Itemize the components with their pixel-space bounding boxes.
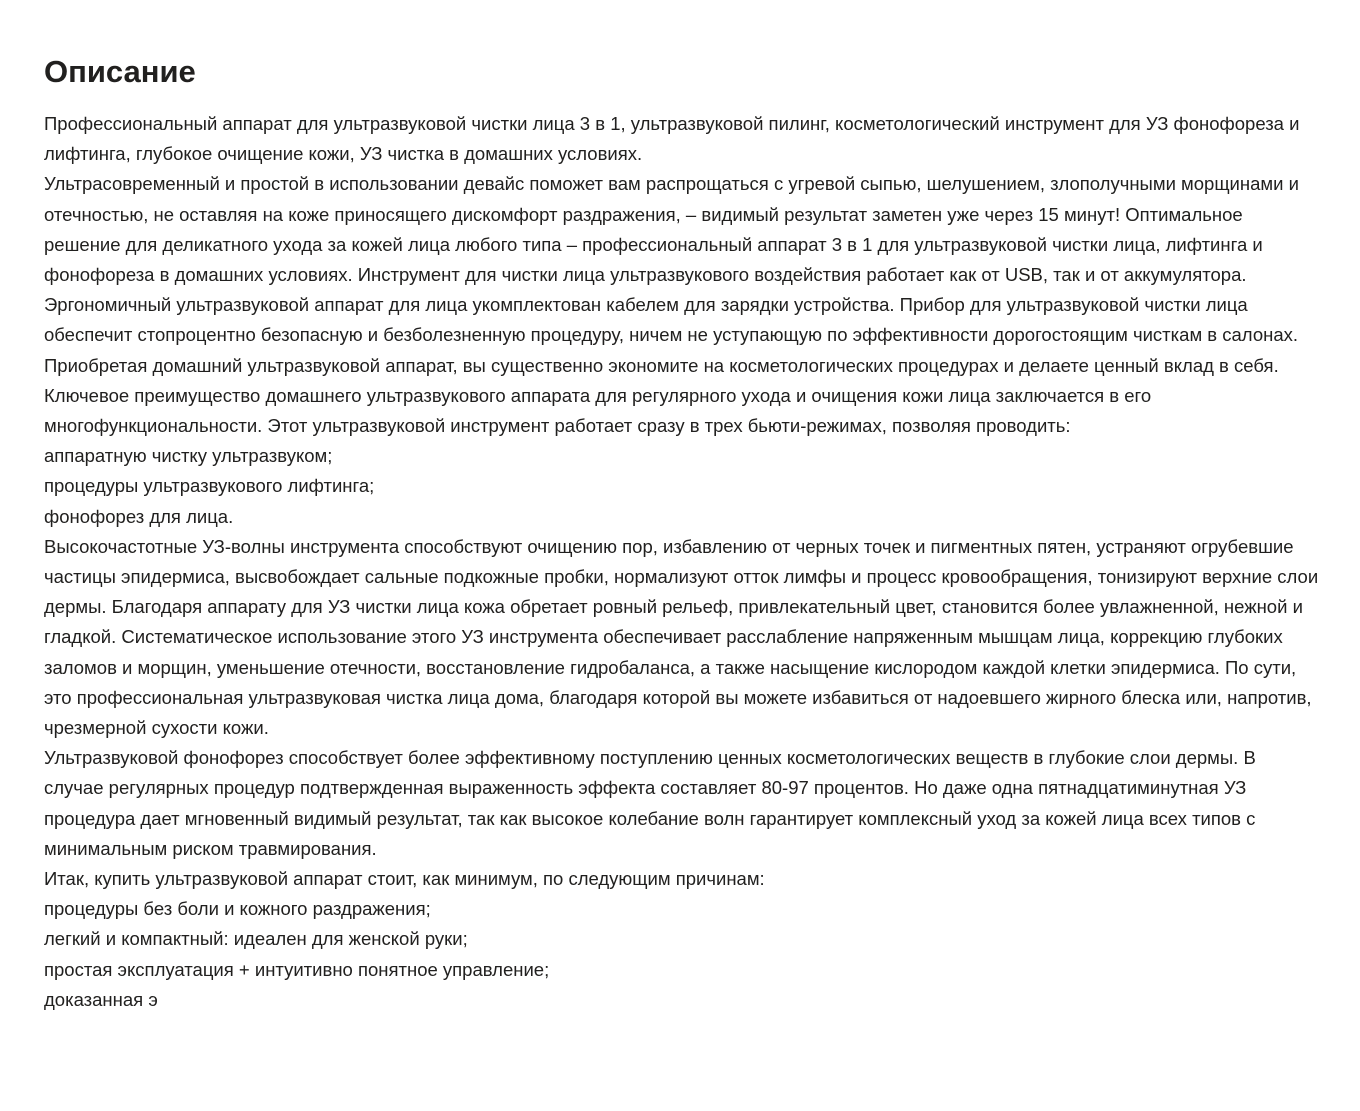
description-paragraph: Ключевое преимущество домашнего ультразвукового аппарата для регулярного ухода и очищения кожи лица заключается в его многофункциональности. Этот ультразвуковой инструмент работает сразу в трех бьюти-режимах, позволяя проводить: <box>44 384 1152 437</box>
description-list-item: процедуры без боли и кожного раздражения; <box>44 898 431 920</box>
description-text <box>44 109 1320 1015</box>
description-truncated-text: доказанная э <box>44 988 158 1010</box>
description-paragraph: Профессиональный аппарат для ультразвуковой чистки лица 3 в 1, ультразвуковой пилинг, косметологический инструмент для УЗ фонофореза и лифтинга, глубокое очищение кожи, УЗ чистка в домашних условиях. <box>44 113 1300 165</box>
description-list-item: фонофорез для лица. <box>44 505 234 527</box>
description-paragraph: Ультрасовременный и простой в использовании девайс поможет вам распрощаться с угревой сыпью, шелушением, злополучными морщинами и отечностью, не оставляя на коже приносящего дискомфорт раздражения, – видимый результат заметен уже через 15 минут! Оптимальное решение для деликатного ухода за кожей лица любого типа – профессиональный аппарат 3 в 1 для ультразвуковой чистки лица, лифтинга и фонофореза в домашних условиях. Инструмент для чистки лица ультразвукового воздействия работает как от USB, так и от аккумулятора. Эргономичный ультразвуковой аппарат для лица укомплектован кабелем для зарядки устройства. Прибор для ультразвуковой чистки лица обеспечит стопроцентно безопасную и безболезненную процедуру, ничем не уступающую по эффективности дорогостоящим чисткам в салонах. Приобретая домашний ультразвуковой аппарат, вы существенно экономите на косметологических процедурах и делаете ценный вклад в себя. <box>44 173 1299 376</box>
description-list-item: аппаратную чистку ультразвуком; <box>44 445 333 467</box>
description-paragraph: Высокочастотные УЗ-волны инструмента способствуют очищению пор, избавлению от черных точек и пигментных пятен, устраняют огрубевшие частицы эпидермиса, высвобождает сальные подкожные пробки, нормализуют отток лимфы и процесс кровообращения, тонизируют верхние слои дермы. Благодаря аппарату для УЗ чистки лица кожа обретает ровный рельеф, привлекательный цвет, становится более увлажненной, нежной и гладкой. Систематическое использование этого УЗ инструмента обеспечивает расслабление напряженным мышцам лица, коррекцию глубоких заломов и морщин, уменьшение отечности, восстановление гидробаланса, а также насыщение кислородом каждой клетки эпидермиса. По сути, это профессиональная ультразвуковая чистка лица дома, благодаря которой вы можете избавиться от надоевшего жирного блеска или, напротив, чрезмерной сухости кожи. <box>44 535 1319 739</box>
description-section <box>44 52 1320 1015</box>
description-list-item: простая эксплуатация + интуитивно понятное управление; <box>44 958 550 980</box>
description-paragraph: Ультразвуковой фонофорез способствует более эффективному поступлению ценных косметологических веществ в глубокие слои дермы. В случае регулярных процедур подтвержденная выраженность эффекта составляет 80-97 процентов. Но даже одна пятнадцатиминутная УЗ процедура дает мгновенный видимый результат, так как высокое колебание волн гарантирует комплексный уход за кожей лица всех типов с минимальным риском травмирования. <box>44 747 1256 859</box>
description-list-item: процедуры ультразвукового лифтинга; <box>44 475 375 497</box>
description-list-item: легкий и компактный: идеален для женской руки; <box>44 928 468 950</box>
section-title: Описание <box>44 54 196 89</box>
description-paragraph: Итак, купить ультразвуковой аппарат стоит, как минимум, по следующим причинам: <box>44 868 765 890</box>
